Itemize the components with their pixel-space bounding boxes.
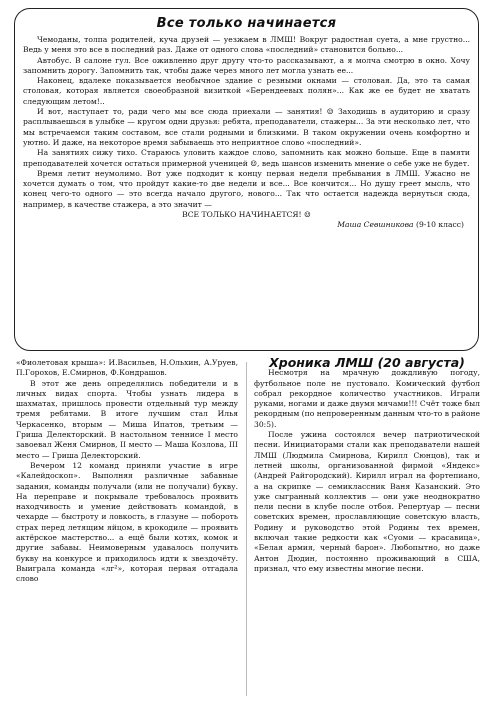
article-signature bbox=[23, 220, 470, 230]
article-paragraph: На занятиях сижу тихо. Стараюсь уловить каждое слово, запомнить как можно больше. Еще в памяти преподавателей хочется остаться примерной ученицей ☺, ведь шансов изменить мнение о себе уже не будет. bbox=[23, 148, 470, 168]
author-class: (9-10 класс) bbox=[415, 220, 464, 230]
left-paragraph: Вечером 12 команд приняли участие в игре «Калейдоскоп». Выполняя различные забавные задания, команды получали (или не получали) букву. На переправе и покрывале требовалось проявить находчивость и умение действовать командой, в чехарде — быстроту и ловкость, в глазуне — побороть страх перед летящим яйцом, в крокодиле — проявить актёрское мастерство... а ещё были котях, комок и другие забавы. Неимоверным удавалось получить букву на конкурсе и приходилось идти к звездочёту. Выиграла команда «лг²», которая первая отгадала слово bbox=[16, 460, 238, 584]
article-paragraph: Чемоданы, толпа родителей, куча друзей — уезжаем в ЛМШ! Вокруг радостная суета, а мне грустно... Ведь у меня это все в последний раз. Даже от одного слова «последний» становится больно... bbox=[23, 35, 470, 55]
chronicle-title: Хроника ЛМШ (20 августа) bbox=[269, 355, 465, 370]
article-closing: ВСЕ ТОЛЬКО НАЧИНАЕТСЯ! ☺ bbox=[182, 210, 311, 220]
author-name: Маша Севшникова bbox=[337, 220, 414, 230]
right-column bbox=[254, 355, 480, 574]
left-paragraph: «Фиолетовая крыша»: И.Васильев, Н.Ольхин, А.Уруев, П.Горохов, Е.Смирнов, Ф.Кондрашов. bbox=[16, 358, 238, 378]
right-paragraph: Несмотря на мрачную дождливую погоду, футбольное поле не пустовало. Комический футбол собрал рекордное количество участников. Играли руками, ногами и даже двумя мячами!!! Счёт тоже был рекордным (по непроверенным данным что-то в районе 30:5). bbox=[254, 368, 480, 429]
left-column bbox=[16, 358, 238, 585]
article-paragraph: И вот, наступает то, ради чего мы все сюда приехали — занятия! ☺ Заходишь в аудиторию и сразу расплываешься в улыбке — кругом одни друзья: ребята, преподаватели, стажеры... За эти несколько лет, что мы встречаемся таким составом, все стали родными и близкими. В таком окружении очень комфортно и уютно. И даже, на некоторое время забываешь это неприятное слово «последний». bbox=[23, 107, 470, 147]
column-divider bbox=[246, 362, 247, 696]
article-box bbox=[14, 8, 479, 351]
article-paragraph: Время летит неумолимо. Вот уже подходит к концу первая неделя пребывания в ЛМШ. Ужасно не хочется думать о том, что пройдут какие-то две недели и все... Все кончится... Но душу греет мысль, что конец чего-то одного — это всегда начало другого, нового... Так что остается надежда вернуться сюда, например, в качестве стажера, а это значит — bbox=[23, 168, 470, 209]
left-paragraph: В этот же день определялись победители и в личных видах спорта. Чтобы узнать лидера в шахматах, пришлось провести отдельный тур между тремя ребятами. В итоге лучшим стал Илья Черкасенко, вторым — Миша Ипатов, третьим — Гриша Делекторский. В настольном теннисе I место завоевал Женя Смирнов, II место — Маша Козлова, III место — Гриша Делекторский. bbox=[16, 378, 238, 460]
article-paragraph: Наконец, вдалеке показывается необычное здание с резными окнами — столовая. Да, это та самая столовая, которая является своеобразной визиткой «Берендеевых полян»... Как же ее будет не хватать следующим летом!.. bbox=[23, 76, 470, 106]
article-title: Все только начинается bbox=[156, 16, 337, 31]
right-paragraph: После ужина состоялся вечер патриотической песни. Инициаторами стали как преподаватели нашей ЛМШ (Людмила Смирнова, Кирилл Сюнцов), так и летней школы, организованной фирмой «Яндекс» (Андрей Райгородский). Кирилл играл на фортепиано, а на скрипке — семиклассник Ваня Казанский. Это уже сыгранный коллектив — они уже неоднократно пели песни в клубе после отбоя. Репертуар — песни советских времен, прославляющие советскую власть, Родину и руководство этой Родины тех времен, включая такие редкости как «Суоми — красавица», «Белая армия, черный барон». Любопытно, но даже Антон Дюдин, постоянно проживающий в США, признал, что ему известны многие песни. bbox=[254, 430, 480, 573]
article-paragraph: Автобус. В салоне гул. Все оживленно друг другу что-то рассказывают, а я молча смотрю в окно. Хочу запомнить дорогу. Запомнить так, чтобы даже через много лет могла узнать ее... bbox=[23, 55, 470, 75]
